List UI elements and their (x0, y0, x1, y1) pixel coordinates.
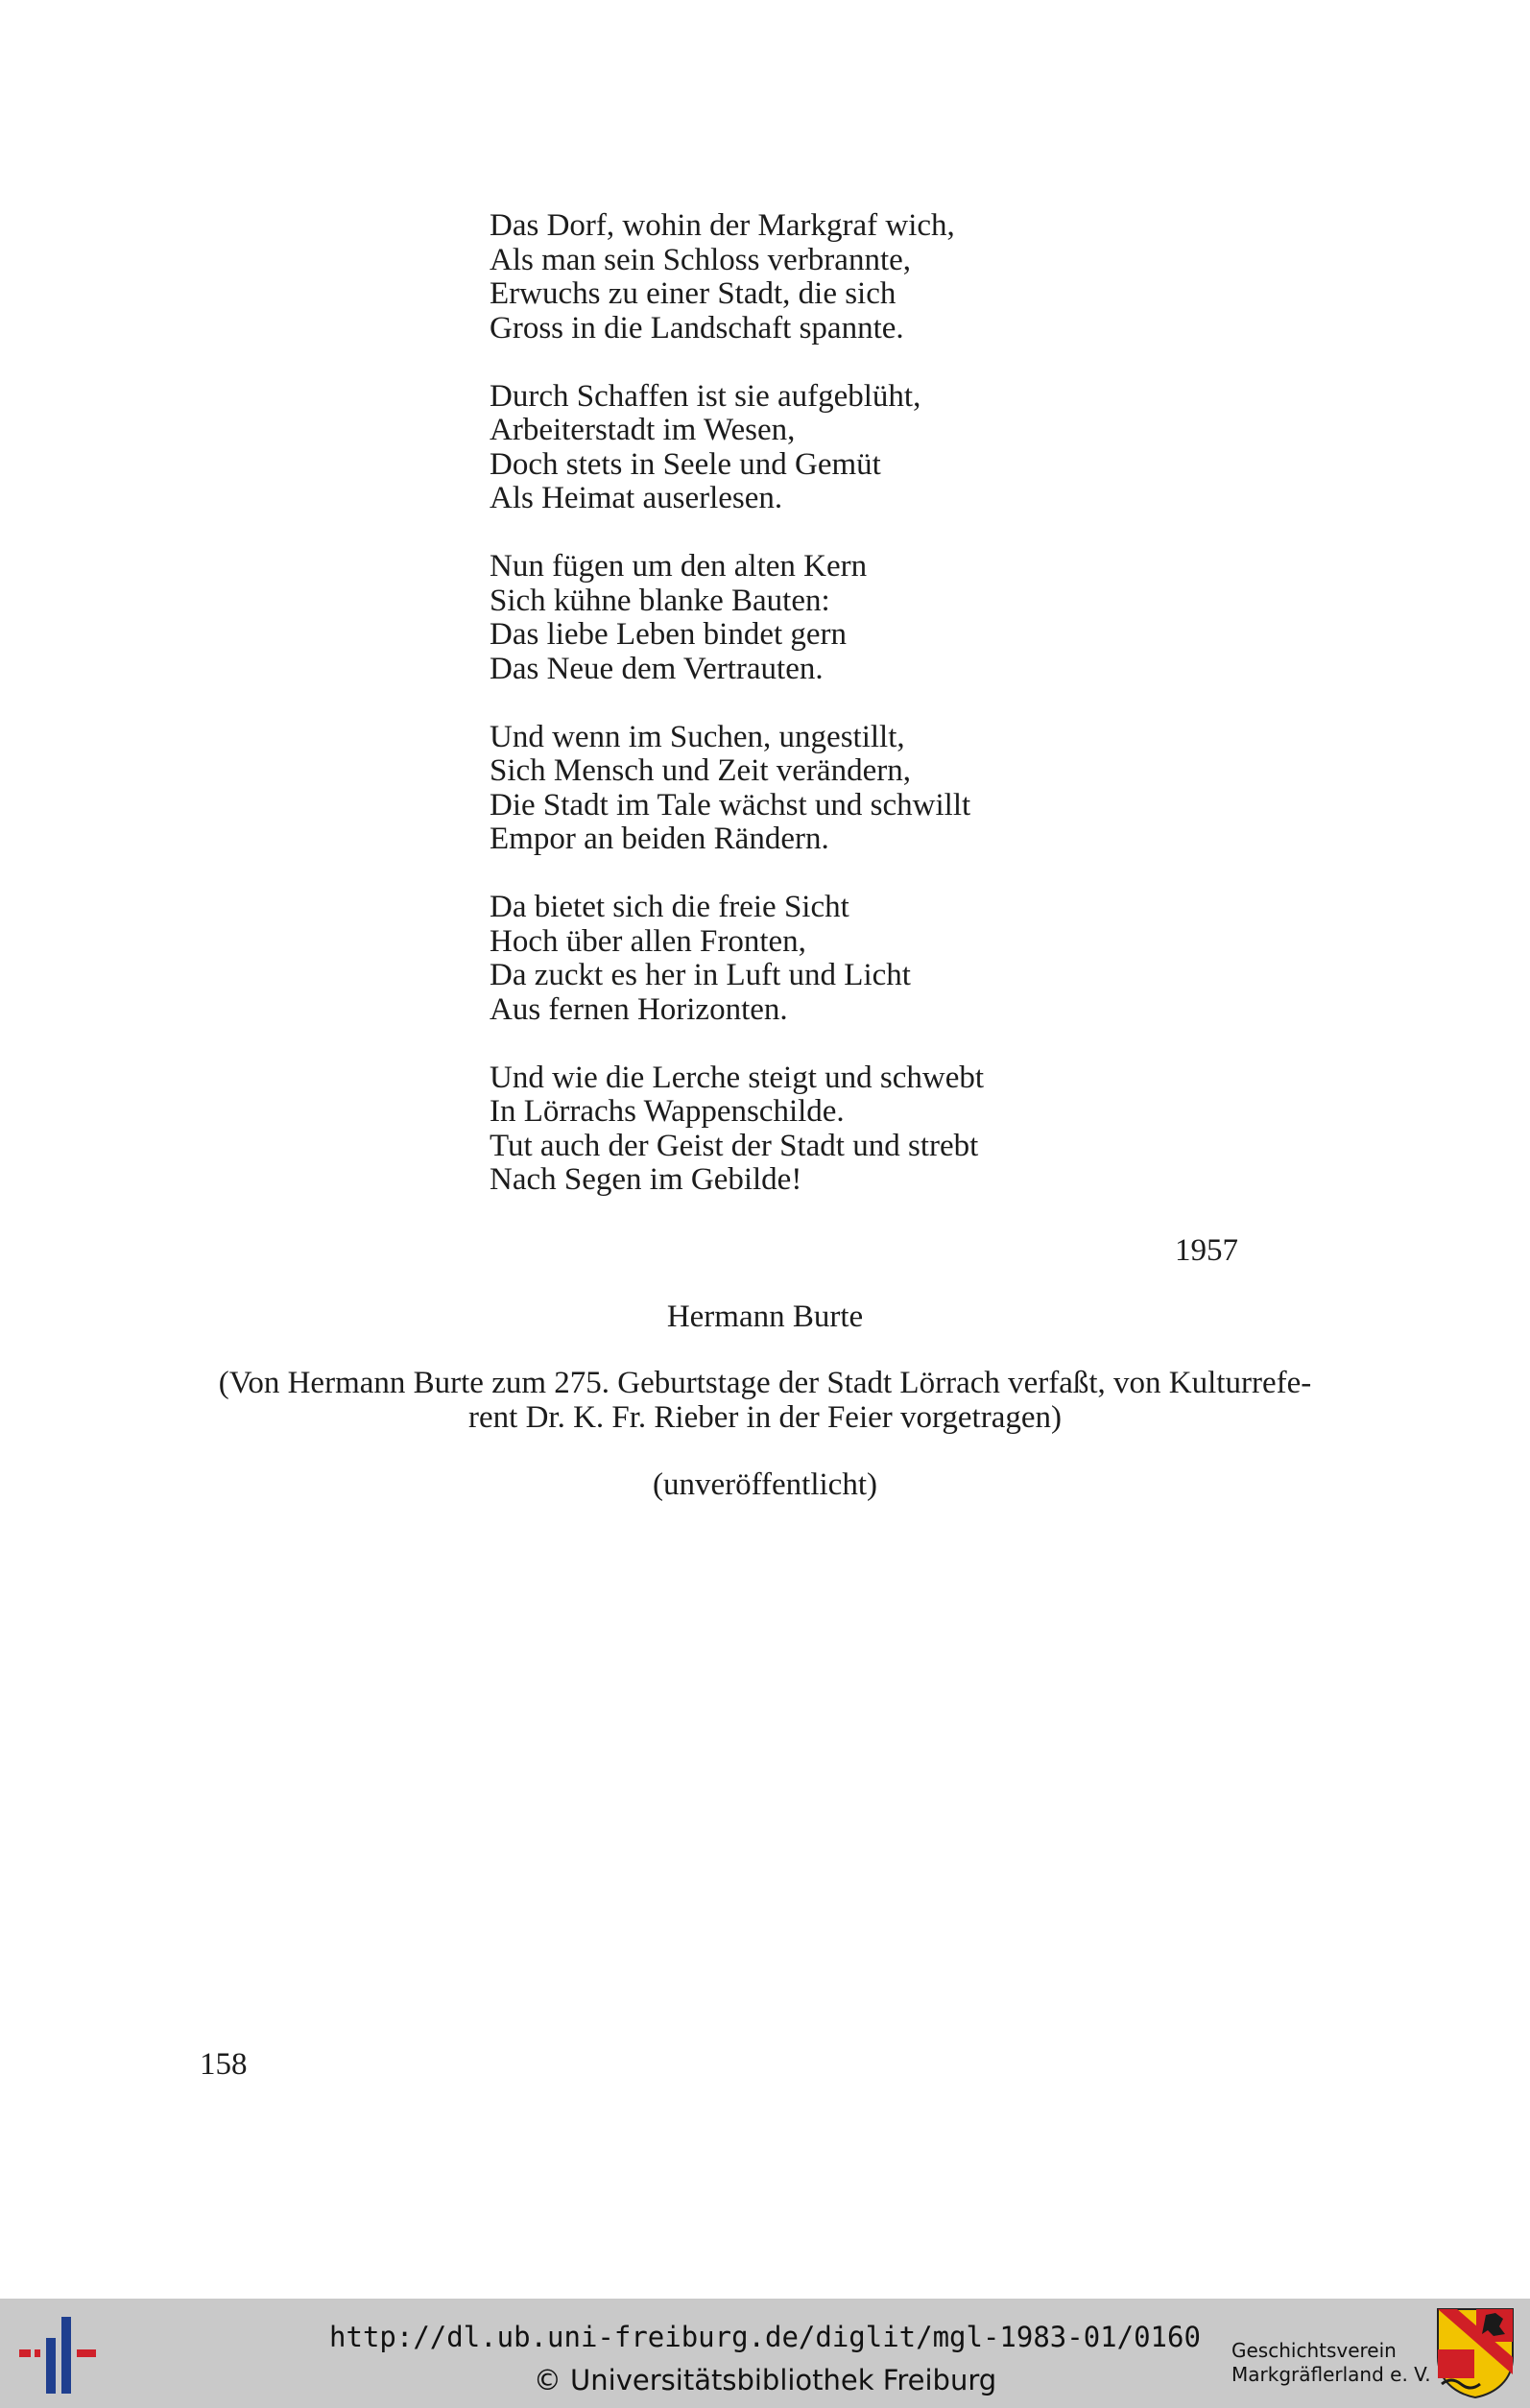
stanza-1 (490, 209, 1277, 346)
footer-url-link[interactable]: http://dl.ub.uni-freiburg.de/diglit/mgl-1983-01/0160 (329, 2321, 1201, 2353)
stanza-3 (490, 550, 1277, 686)
poem-line: Erwuchs zu einer Stadt, die sich (490, 276, 896, 311)
poem-line: Hoch über allen Fronten, (490, 923, 806, 959)
poem-line: Gross in die Landschaft spannte. (490, 310, 904, 346)
poem-line: Tut auch der Geist der Stadt und strebt (490, 1128, 979, 1163)
poem-line: Empor an beiden Rändern. (490, 822, 829, 856)
coat-of-arms-icon (1436, 2307, 1515, 2399)
poem-line: Die Stadt im Tale wächst und schwillt (490, 787, 971, 823)
poem-line: Als Heimat auserlesen. (490, 481, 783, 515)
poem-line: Und wie die Lerche steigt und schwebt (490, 1060, 985, 1095)
poem-line: Das Neue dem Vertrauten. (490, 651, 824, 686)
editorial-note-line: (Von Hermann Burte zum 275. Geburtstage der Stadt Lörrach verfaßt, von Kulturrefe- (218, 1366, 1312, 1400)
poem-line: Nach Segen im Gebilde! (490, 1162, 802, 1197)
poem-line: Das Dorf, wohin der Markgraf wich, (490, 208, 955, 243)
editorial-note (182, 1367, 1348, 1435)
poem-line: Doch stets in Seele und Gemüt (490, 446, 881, 482)
editorial-note-line: rent Dr. K. Fr. Rieber in der Feier vorgetragen) (468, 1399, 1062, 1435)
poem-line: Aus fernen Horizonten. (490, 991, 788, 1027)
poem-line: Durch Schaffen ist sie aufgeblüht, (490, 378, 921, 414)
publication-status: (unveröffentlicht) (653, 1467, 877, 1502)
poem-line: Da bietet sich die freie Sicht (490, 890, 849, 924)
poem-line: Und wenn im Suchen, ungestillt, (490, 719, 905, 754)
poem-line: Sich Mensch und Zeit verändern, (490, 753, 911, 788)
page-number: 158 (200, 2047, 248, 2082)
poem (490, 209, 1277, 1231)
society-line: Geschichtsverein (1231, 2339, 1397, 2362)
poem-line: Als man sein Schloss verbrannte, (490, 242, 912, 277)
poem-line: Nun fügen um den alten Kern (490, 549, 868, 584)
footer-society-name (1231, 2339, 1433, 2387)
stanza-6 (490, 1061, 1277, 1198)
stanza-5 (490, 891, 1277, 1027)
poem-line: Arbeiterstadt im Wesen, (490, 413, 796, 447)
stanza-2 (490, 380, 1277, 516)
footer-copyright: © Universitätsbibliothek Freiburg (533, 2364, 997, 2396)
poem-line: Sich kühne blanke Bauten: (490, 583, 830, 618)
society-line: Markgräflerland e. V. (1231, 2363, 1431, 2386)
poem-line: Da zuckt es her in Luft und Licht (490, 958, 911, 992)
poem-line: In Lörrachs Wappenschilde. (490, 1094, 845, 1129)
poem-line: Das liebe Leben bindet gern (490, 617, 848, 652)
poem-year: 1957 (1175, 1233, 1238, 1268)
crest-lower-left (1438, 2349, 1474, 2378)
poem-author: Hermann Burte (666, 1299, 864, 1334)
stanza-4 (490, 721, 1277, 857)
